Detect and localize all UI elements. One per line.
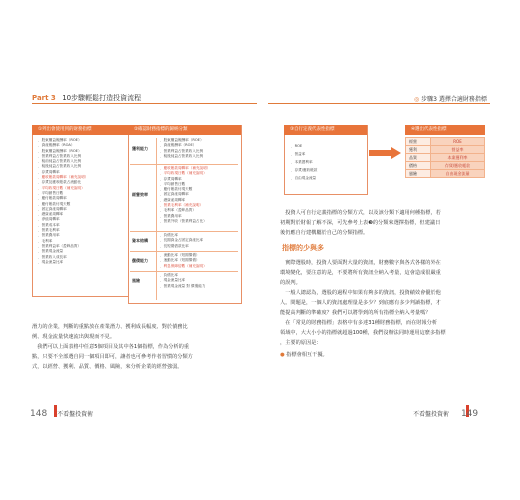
indicator-item: ．資產報酬率（ROA）	[38, 143, 75, 148]
table-cell-indicator: 存貨/應收帳款	[431, 162, 485, 170]
indicator-item: ．營業利益占營業收入比例	[38, 153, 82, 158]
text-line: 環境變化，要注意的是，不要將所有資訊全納入考量，這會造成很嚴重	[280, 270, 441, 276]
text-line: 點，只要不全部選自同一個項目即可，讓者也可參考作者習慣的分類方	[32, 354, 193, 360]
part-title: 10步驟輕鬆打造投資流程	[62, 94, 142, 102]
table-row	[406, 146, 485, 154]
indicator-item: ．平均收現日數（補充說明）	[38, 185, 85, 190]
text-line: 的誤判。	[280, 280, 301, 286]
text-line: 式，以經營、獲利、品質、價格、風險，來分析企業的經營強弱。	[32, 364, 183, 370]
classified-indicator: ．固定資產周轉率	[160, 192, 189, 197]
right-page-number: 149	[460, 409, 479, 419]
group-divider	[130, 231, 238, 232]
chapter-label: 步驟3	[421, 96, 437, 103]
box4-table	[405, 137, 485, 178]
indicator-item: ．股東權益報酬率（ROE）	[38, 148, 82, 153]
chapter-title: 選擇合適財務指標	[438, 96, 487, 103]
classified-indicator: ．流動比率（短期償債）	[160, 253, 200, 257]
left-header-rule	[32, 103, 257, 104]
box3-list	[291, 142, 317, 182]
left-footer	[30, 409, 93, 419]
classified-indicator: ．營業費用率	[160, 213, 182, 218]
indicator-item: ．應付帳款周轉率	[38, 196, 67, 201]
indicator-item: ．應收帳款周轉率（補充說明）	[38, 175, 89, 180]
table-cell-indicator: 本業獲利率	[431, 154, 485, 162]
classified-indicator: ．營業外收（營業利益占比）	[160, 218, 207, 223]
chapter-icon: ◎	[414, 96, 420, 103]
section-title: 指標的少與多	[282, 244, 324, 252]
indicator-item: ．營業收入成長率	[38, 254, 67, 259]
representative-indicator: ．本業獲利率	[291, 160, 313, 164]
indicator-item: ．存貨周轉率	[38, 169, 60, 174]
text-line: 人。問題是，一個人的資訊處理量是多少？到底應有多少判讀指標，才	[280, 300, 441, 306]
text-line: 初期對於財報了解不深，可先參考上表❸的分類來選擇指標，但建議日	[280, 220, 441, 226]
representative-indicator: ．營益率	[291, 152, 306, 156]
classified-indicator: ．現金流量比率	[160, 278, 186, 283]
classified-indicator: ．營業毛利率（補充說明）	[160, 203, 204, 208]
text-line: 領域中，大大小小的指標就超過100種，我們沒辦法同時運用這麼多指標	[280, 330, 446, 336]
indicator-item: ．現金流量比率	[38, 259, 64, 264]
chapter-header	[414, 94, 487, 103]
indicator-item: ．淨值周轉率	[38, 217, 60, 222]
text-line: 實際選股時，投資人要面對大量的資訊，財務數字與各式各樣的外在	[280, 260, 441, 266]
indicator-item: ．固定資產周轉率	[38, 206, 67, 211]
group-divider	[130, 271, 238, 272]
indicator-item: ．營業利益率（盈餘品質）	[38, 243, 82, 248]
text-line: 在「常見的財務指標」表格中有多達31種財務指標，而在財報分析	[280, 320, 438, 326]
category-label: 償債能力	[132, 257, 148, 263]
group-divider	[130, 164, 238, 165]
classified-indicator: ．負債比率	[160, 273, 178, 277]
indicator-item: ．稅後純益占營業收入比例	[38, 164, 82, 169]
category-label: 風險	[132, 277, 140, 283]
table-row	[406, 138, 485, 146]
indicator-item: ．營業毛利率	[38, 228, 60, 233]
part-label: Part 3	[32, 94, 56, 102]
classified-indicator: ．長短期借款比率	[160, 243, 189, 248]
classified-indicator: ．營業利益占營業收入比例	[160, 148, 204, 153]
table-cell-indicator: ROE	[431, 138, 485, 146]
indicator-item: ．營業費用率	[38, 233, 60, 238]
table-cell-category: 風險	[406, 170, 431, 178]
classified-indicator: ．應付帳款付現天數	[160, 187, 193, 192]
text-line: 投資人可自行定義指標的分類方式，以及該分類下適用何種指標，若	[280, 210, 441, 216]
classified-indicator: ．資產報酬率（ROE）	[160, 143, 197, 148]
text-line: 後仍應自行建構屬於自己的分類指標。	[280, 230, 369, 236]
text-line: ，主要的原因是：	[280, 340, 322, 346]
text-line: 能提高判斷的準確度？我們可以將學到的所有指標全納入考量嗎？	[280, 310, 431, 316]
classified-indicator: ．平均收現日數（補充說明）	[160, 171, 207, 176]
indicator-item: ．存貨及應收帳款占流動比	[38, 180, 82, 185]
category-items	[160, 138, 204, 159]
right-intro-text	[280, 208, 495, 238]
table-cell-category: 品質	[406, 154, 431, 162]
indicator-item: ．毛利率	[38, 238, 53, 243]
text-line: 例、現金流量快速流出與現而不見。	[32, 334, 116, 340]
part-header	[32, 93, 141, 103]
category-items	[160, 273, 205, 289]
classified-indicator: ．速動比率（短期償債）	[160, 258, 200, 263]
classified-indicator: ．營業現金流量 對 償債能力	[160, 283, 206, 288]
classified-indicator: ．應收帳款周轉率（補充說明）	[160, 166, 211, 170]
arrow-2-body	[369, 150, 391, 156]
indicator-item: ．總資產周轉率	[38, 212, 64, 217]
box2-title: ②確認財務指標的歸納分類	[128, 125, 241, 135]
text-line: 一般人總認為，選股的過程中如果有夠多的資訊，投資績效會優於他	[280, 290, 441, 296]
category-label: 獲利能力	[132, 145, 148, 151]
indicator-item: ．應付帳款付現天數	[38, 201, 71, 206]
arrow-2-icon	[391, 147, 401, 159]
left-book-title: 不看盤投資術	[57, 411, 94, 418]
classified-indicator: ．利息保障倍數（補充說明）	[160, 263, 207, 268]
category-items	[160, 233, 203, 249]
table-cell-category: 經營	[406, 138, 431, 146]
right-footer	[413, 409, 478, 419]
representative-indicator: ．ROE	[291, 144, 303, 148]
indicator-item: ．營業現金流量	[38, 249, 64, 254]
group-divider	[130, 251, 238, 252]
category-items	[160, 253, 207, 269]
text-line: 潛力的企業，判斷的重點放在產業潛力、獲利成長幅度、對於債務比	[32, 324, 188, 330]
classified-indicator: ．存貨周轉率	[160, 176, 182, 181]
representative-indicator: ．存貨/應收帳款	[291, 168, 318, 172]
table-cell-indicator: 自由現金流量	[431, 170, 485, 178]
representative-indicator: ．自由現金流量	[291, 176, 317, 180]
category-items	[160, 166, 210, 224]
indicator-item: ．營業成本率	[38, 222, 60, 227]
classified-indicator: ．稅後純益占營業收入比例	[160, 153, 204, 158]
box4-title: ④選出代表性指標	[405, 125, 485, 135]
category-column-divider	[156, 138, 157, 300]
left-page-number: 148	[30, 409, 48, 419]
table-cell-indicator: 營益率	[431, 146, 485, 154]
bullet-icon: ●	[280, 352, 285, 358]
classified-indicator: ．總資產周轉率	[160, 197, 186, 202]
table-row	[406, 170, 485, 178]
table-row	[406, 154, 485, 162]
box1-list	[38, 138, 88, 265]
indicator-item: ．平均銷售日數	[38, 190, 64, 195]
table-row	[406, 162, 485, 170]
indicator-item: ．股東權益報酬率（ROE）	[38, 138, 82, 142]
text-line: 我們可以上面表格中任意5個項目及其中各1個指標，作為分析的重	[32, 344, 190, 350]
classified-indicator: ．股東權益報酬率（ROE）	[160, 138, 204, 142]
right-header-rule	[268, 103, 490, 104]
bullet-item	[280, 350, 328, 360]
box1-title: ①列出會使用到的財務指標	[32, 125, 143, 135]
classified-indicator: ．長期資金占固定資產比率	[160, 238, 204, 243]
table-cell-category: 獲利	[406, 146, 431, 154]
classified-indicator: ．負債比率	[160, 233, 178, 237]
table-cell-category: 價格	[406, 162, 431, 170]
box3-title: ③自行定義代表性指標	[284, 125, 367, 135]
category-label: 經營效率	[132, 192, 148, 198]
classified-indicator: ．毛利率（盈餘品質）	[160, 208, 196, 213]
classified-indicator: ．平均銷售日數	[160, 181, 186, 186]
right-book-title: 不看盤投資術	[413, 411, 450, 418]
category-label: 資本結構	[132, 237, 148, 243]
bullet-text: 指標會相互干擾。	[286, 352, 328, 358]
indicator-item: ．稅前純益占營業收入比例	[38, 159, 82, 164]
right-body-text	[280, 258, 495, 348]
left-body-text	[32, 322, 242, 372]
